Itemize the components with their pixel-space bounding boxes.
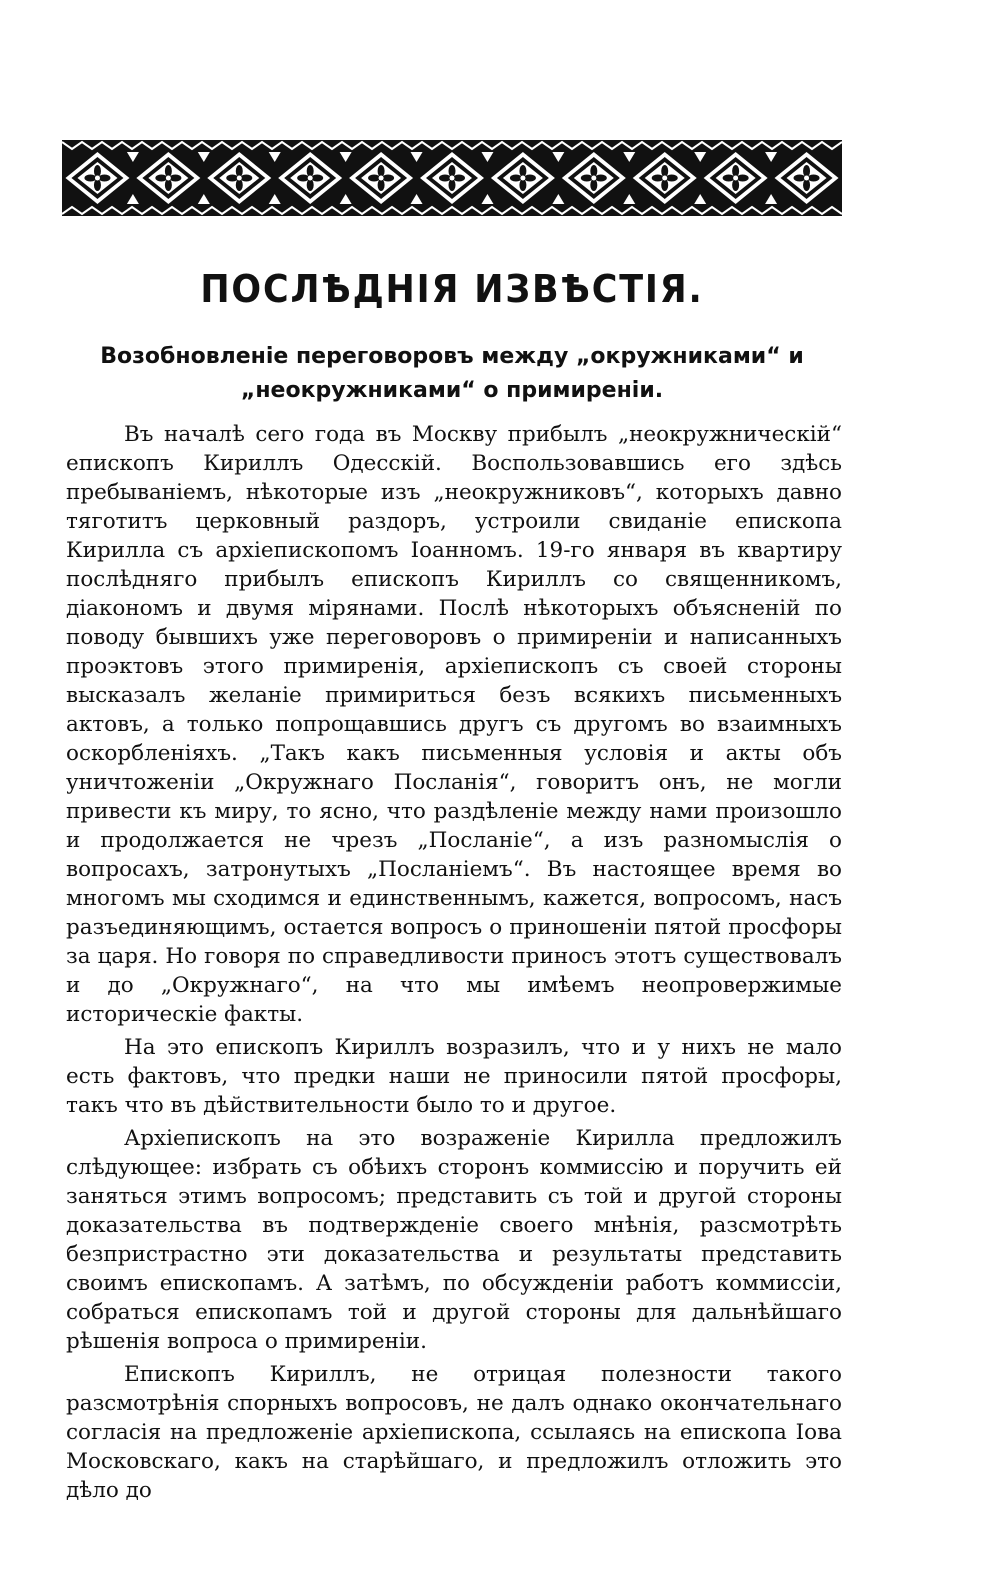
paragraph: Епископъ Кириллъ, не отрицая полезности такого разсмотрѣнія спорныхъ вопросовъ, не далъ однако окончательнаго согласія на предложеніе архіепископа, ссылаясь на епископа Іова Московскаго, какъ на старѣйшаго, и предложилъ отложить это дѣло до: [66, 1362, 842, 1503]
page-title: ПОСЛѢДНІЯ ИЗВѢСТІЯ.: [200, 267, 704, 311]
article-subtitle: Возобновленіе переговоровъ между „окружниками“ и „неокружниками“ о примиреніи.: [100, 344, 804, 403]
paragraph: Въ началѣ сего года въ Москву прибылъ „неокружническій“ епископъ Кириллъ Одесскій. Воспользовавшись его здѣсь пребываніемъ, нѣкоторые изъ „неокружниковъ“, которыхъ давно тяготитъ церковный раздоръ, устроили свиданіе епископа Кирилла съ архіепископомъ Іоанномъ. 19-го января въ квартиру послѣдняго прибылъ епископъ Кириллъ со священникомъ, діакономъ и двумя мірянами. Послѣ нѣкоторыхъ объясненій по поводу бывшихъ уже переговоровъ о примиреніи и написанныхъ проэктовъ этого примиренія, архіепископъ съ своей стороны высказалъ желаніе примириться безъ всякихъ письменныхъ актовъ, а только попрощавшись другъ съ другомъ во взаимныхъ оскорбленіяхъ. „Такъ какъ письменныя условія и акты объ уничтоженіи „Окружнаго Посланія“, говоритъ онъ, не могли привести къ миру, то ясно, что раздѣленіе между нами произошло и продолжается не чрезъ „Посланіе“, а изъ разномыслія о вопросахъ, затронутыхъ „Посланіемъ“. Въ настоящее время во многомъ мы сходимся и единственнымъ, кажется, вопросомъ, насъ разъединяющимъ, остается вопросъ о приношеніи пятой просфоры за царя. Но говоря по справедливости приносъ этотъ существовалъ и до „Окружнаго“, на что мы имѣемъ неопровержимые историческіе факты.: [66, 422, 842, 1027]
diamond-lattice-ornament-icon: [62, 140, 842, 216]
ornament-headpiece: [62, 140, 842, 216]
paragraph: Архіепископъ на это возраженіе Кирилла предложилъ слѣдующее: избрать съ обѣихъ сторонъ коммиссію и поручить ей заняться этимъ вопросомъ; представить съ той и другой стороны доказательства въ подтвержденіе своего мнѣнія, разсмотрѣть безпристрастно эти доказательства и результаты представить своимъ епископамъ. А затѣмъ, по обсужденіи работъ коммиссіи, собраться епископамъ той и другой стороны для дальнѣйшаго рѣшенія вопроса о примиреніи.: [66, 1126, 842, 1354]
paragraph: На это епископъ Кириллъ возразилъ, что и у нихъ не мало есть фактовъ, что предки наши не приносили пятой просфоры, такъ что въ дѣйствительности было то и другое.: [66, 1035, 842, 1118]
article-body: [66, 420, 842, 1509]
